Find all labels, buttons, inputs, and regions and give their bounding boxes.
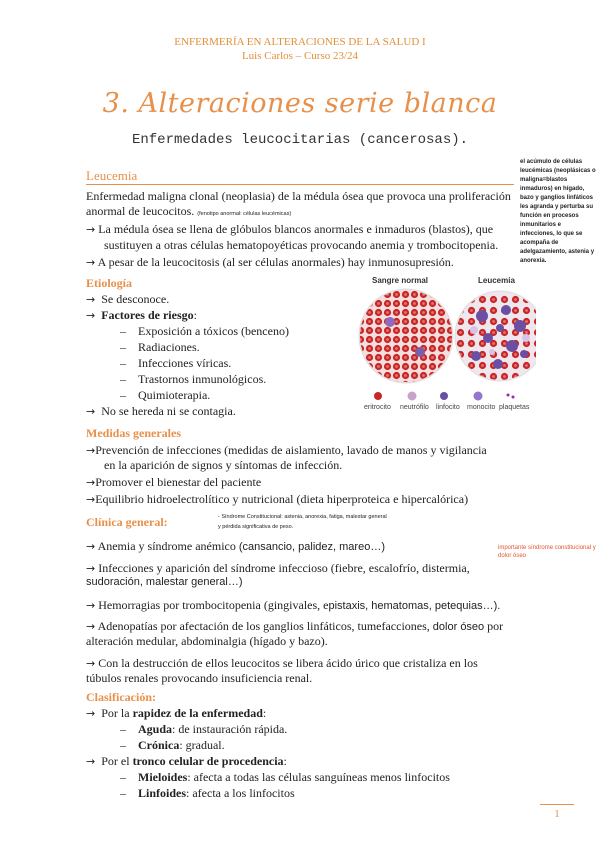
medidas-bullet-3: →Equilibrio hidroelectrolítico y nutricional (dieta hiperproteica e hipercalórica) — [86, 492, 469, 506]
section-heading-leucemia: Leucemia — [86, 168, 138, 183]
risk-factor-item: – Exposición a tóxicos (benceno) — [120, 324, 289, 338]
page-title: 3. Alteraciones serie blanca — [102, 88, 498, 119]
leucemia-bullet-1: → La médula ósea se llena de glóbulos blancos anormales e inmaduros (blastos), que — [86, 222, 494, 236]
handwritten-note: pistaxis, hematomas, petequias…). — [328, 600, 501, 612]
medidas-bullet-1: →Prevención de infecciones (medidas de aislamiento, lavado de manos y vigilancia — [86, 443, 487, 457]
clasificacion-bullet-1: → Por la rapidez de la enfermedad: — [86, 706, 267, 720]
risk-factor-item: – Radiaciones. — [120, 340, 200, 354]
section-heading-clinica: Clínica general: — [86, 515, 168, 529]
leucemia-definition-line-2: anormal de leucocitos. (fenotipo anormal: células leucémicas) — [86, 204, 292, 218]
arrow-icon: → — [86, 444, 96, 457]
figure-label-leukemia: Leucemia — [478, 276, 515, 285]
clinica-bullet-1: → Anemia y síndrome anémico (cansancio, palidez, mareo…) — [86, 539, 385, 553]
legend-plaquetas: plaquetas — [499, 404, 530, 411]
legend-linfocito: linfocito — [436, 404, 460, 411]
medidas-bullet-1-cont: en la aparición de signos y síntomas de infección. — [104, 458, 343, 472]
risk-factor-item: – Quimioterapia. — [120, 388, 211, 402]
handwritten-note: dolor óseo — [432, 621, 485, 633]
clinica-bullet-2-hand: sudoración, malestar general…) — [86, 576, 243, 588]
page-number-rule — [540, 804, 574, 805]
header-author: Luis Carlos – Curso 23/24 — [241, 50, 359, 62]
clasificacion-item: – Aguda: de instauración rápida. — [120, 722, 288, 736]
section-heading-medidas: Medidas generales — [86, 426, 181, 440]
arrow-icon: → — [86, 620, 96, 633]
clinica-bullet-4: → Adenopatías por afectación de los ganglios linfáticos, tumefacciones, dolor óseo por — [86, 619, 504, 633]
arrow-icon: → — [86, 309, 96, 322]
section-divider — [86, 184, 514, 185]
handwritten-note: (fenotipo anormal: células leucémicas) — [197, 211, 292, 217]
blood-cells-figure — [356, 272, 536, 417]
arrow-icon: → — [86, 223, 96, 236]
legend-eritrocito: eritrocito — [364, 404, 391, 411]
clinica-bullet-3: → Hemorragias por trombocitopenia (gingivales, epistaxis, hematomas, petequias…). — [86, 598, 501, 612]
handwritten-note-sindrome: - Síndrome Constitucional: astenia, anorexia, fatiga, malestar general — [218, 514, 387, 520]
clinica-bullet-5-cont: túbulos renales provocando insuficiencia renal. — [86, 671, 313, 685]
side-note-clinica: importante síndrome constitucional y dolor óseo — [498, 545, 596, 559]
medidas-bullet-2: →Promover el bienestar del paciente — [86, 475, 262, 489]
arrow-icon: → — [86, 755, 96, 768]
clasificacion-item: – Crónica: gradual. — [120, 738, 225, 752]
clinica-bullet-4-cont: alteración medular, abdominalgia (hígado y bazo). — [86, 634, 328, 648]
arrow-icon: → — [86, 476, 96, 489]
page-subtitle: Enfermedades leucocitarias (cancerosas). — [131, 132, 469, 148]
etiologia-bullet-3: → No se hereda ni se contagia. — [86, 404, 236, 418]
handwritten-note: (cansancio, palidez, mareo…) — [238, 541, 385, 553]
leucemia-definition-line-1: Enfermedad maligna clonal (neoplasia) de la médula ósea que provoca una proliferación — [86, 189, 511, 203]
arrow-icon: → — [86, 540, 96, 553]
legend-monocito: monocito — [467, 404, 496, 411]
risk-factor-item: – Infecciones víricas. — [120, 356, 232, 370]
clinica-bullet-5: → Con la destrucción de ellos leucocitos se libera ácido úrico que cristaliza en los — [86, 656, 478, 670]
arrow-icon: → — [86, 657, 96, 670]
arrow-icon: → — [86, 293, 96, 306]
handwritten-note-sindrome-cont: y pérdida significativa de peso. — [218, 524, 294, 530]
page-number: 1 — [554, 808, 560, 820]
clasificacion-item: – Mieloides: afecta a todas las células sanguíneas menos linfocitos — [120, 770, 450, 784]
leucemia-bullet-1-cont: sustituyen a otras células hematopoyéticas provocando anemia y trombocitopenia. — [104, 238, 499, 252]
etiologia-bullet-2: → Factores de riesgo: — [86, 308, 197, 322]
section-heading-clasificacion: Clasificación: — [86, 690, 156, 704]
arrow-icon: → — [86, 493, 96, 506]
leucemia-bullet-2: → A pesar de la leucocitosis (al ser células anormales) hay inmunosupresión. — [86, 255, 454, 269]
clinica-bullet-2: → Infecciones y aparición del síndrome infeccioso (fiebre, escalofrío, distermia, — [86, 561, 470, 575]
arrow-icon: → — [86, 562, 96, 575]
arrow-icon: → — [86, 599, 96, 612]
arrow-icon: → — [86, 707, 96, 720]
clasificacion-bullet-2: → Por el tronco celular de procedencia: — [86, 754, 287, 768]
risk-factor-item: – Trastornos inmunológicos. — [120, 372, 267, 386]
arrow-icon: → — [86, 405, 96, 418]
header-course: ENFERMERÍA EN ALTERACIONES DE LA SALUD I — [174, 36, 426, 48]
section-heading-etiologia: Etiología — [86, 276, 133, 290]
etiologia-bullet-1: → Se desconoce. — [86, 292, 170, 306]
blood-smear-image — [356, 272, 536, 417]
arrow-icon: → — [86, 256, 96, 269]
clasificacion-item: – Linfoides: afecta a los linfocitos — [120, 786, 295, 800]
figure-label-normal: Sangre normal — [372, 276, 429, 285]
legend-neutrofilo: neutrófilo — [400, 404, 429, 411]
side-note-leucemia: el acúmulo de células leucémicas (neoplásicas o maligna=blastos inmaduros) en hígado, bazo y ganglios linfáticos les agranda y perturba su función en procesos inmunitarios e infecciones, lo que se acompaña de adelgazamiento, astenia y anorexia. — [520, 159, 596, 264]
